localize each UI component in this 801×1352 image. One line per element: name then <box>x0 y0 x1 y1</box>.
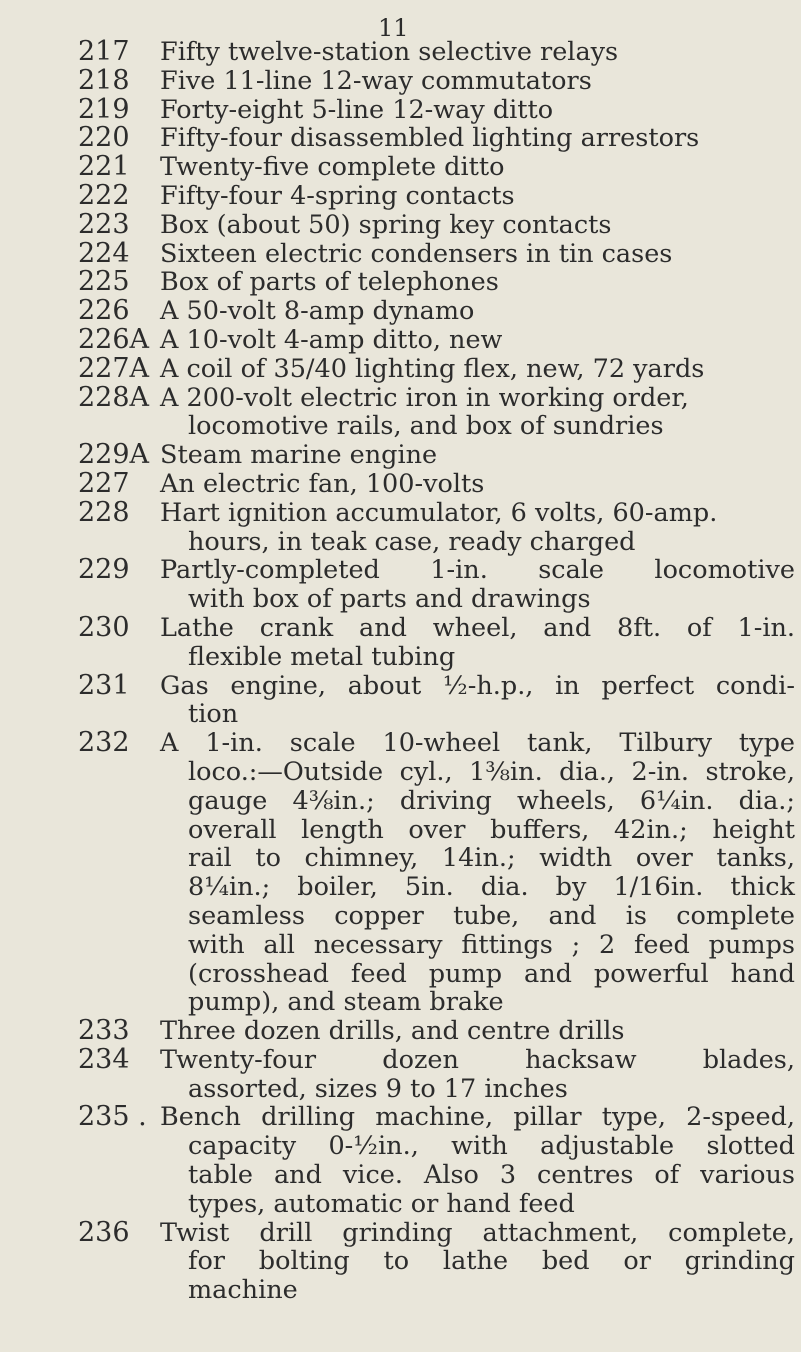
lot-description-line: Box of parts of telephones <box>160 267 499 298</box>
lot-description <box>160 67 801 96</box>
lot-description <box>160 153 801 182</box>
lot-description-line: Gas engine, about ½-h.p., in perfect condi- <box>160 670 795 701</box>
lot-item <box>0 268 801 297</box>
lot-number: 223 <box>78 208 130 240</box>
lot-description-line: Partly-completed 1-in. scale locomotive <box>160 555 795 586</box>
lot-item <box>0 381 801 442</box>
lot-description <box>160 441 801 470</box>
lot-description <box>160 384 801 442</box>
lot-item <box>0 556 801 614</box>
lot-number: 234 <box>78 1043 130 1075</box>
lot-description <box>160 268 801 297</box>
lot-description-line: with box of parts and drawings <box>188 584 591 615</box>
lot-description-line: Box (about 50) spring key contacts <box>160 209 612 240</box>
lot-description <box>160 211 801 240</box>
lot-number: 227A <box>78 352 150 384</box>
lot-description <box>160 614 801 672</box>
lot-description <box>160 1103 801 1218</box>
lot-description-line: A 1-in. scale 10-wheel tank, Tilbury type <box>160 728 795 759</box>
lot-item <box>0 1043 801 1104</box>
lot-description <box>160 124 801 153</box>
lot-number: 235 . <box>78 1101 147 1133</box>
lot-item <box>0 93 801 125</box>
lot-description-line: seamless copper tube, and is complete <box>188 900 795 931</box>
lot-number: 227 <box>78 467 130 499</box>
lot-description-line: A 200-volt electric iron in working order, <box>160 382 689 413</box>
lot-description-line: Fifty-four disassembled lighting arrestors <box>160 123 700 154</box>
lot-description-line: machine <box>188 1275 298 1306</box>
lot-description-line: Fifty-four 4-spring contacts <box>160 180 515 211</box>
lot-description <box>160 182 801 211</box>
lot-description <box>160 297 801 326</box>
lot-description-line: tion <box>188 699 239 730</box>
lot-list <box>0 38 801 1305</box>
lot-description-line: Sixteen electric condensers in tin cases <box>160 238 673 269</box>
lot-description-line: assorted, sizes 9 to 17 inches <box>188 1073 568 1104</box>
lot-description-line: Bench drilling machine, pillar type, 2-speed, <box>160 1102 795 1133</box>
lot-number: 222 <box>78 179 130 211</box>
lot-description-line: (crosshead feed pump and powerful hand <box>188 958 795 989</box>
lot-description-line: Fifty twelve-station selective relays <box>160 37 619 67</box>
lot-number: 221 <box>78 151 130 183</box>
lot-item <box>0 38 801 67</box>
lot-number: 224 <box>78 237 130 269</box>
lot-description-line: capacity 0-½in., with adjustable slotted <box>188 1131 795 1162</box>
lot-description <box>160 1046 801 1104</box>
lot-number: 217 <box>78 36 130 67</box>
lot-item <box>0 611 801 672</box>
lot-item <box>0 441 801 470</box>
lot-description <box>160 240 801 269</box>
lot-item <box>0 352 801 384</box>
lot-number: 226A <box>78 323 150 355</box>
lot-description-line: hours, in teak case, ready charged <box>188 526 636 557</box>
lot-description-line: Steam marine engine <box>160 440 438 471</box>
lot-description-line: Twenty-five complete ditto <box>160 152 505 183</box>
lot-description-line: gauge 4⅜in.; driving wheels, 6¼in. dia.; <box>188 785 795 816</box>
lot-description-line: An electric fan, 100-volts <box>160 468 485 499</box>
lot-description <box>160 1017 801 1046</box>
lot-description-line: pump), and steam brake <box>188 987 504 1018</box>
lot-description-line: flexible metal tubing <box>188 641 456 672</box>
lot-description <box>160 355 801 384</box>
lot-number: 232 <box>78 727 130 759</box>
lot-item <box>0 237 801 269</box>
lot-item <box>0 179 801 211</box>
lot-description-line: types, automatic or hand feed <box>188 1188 575 1219</box>
lot-description-line: Forty-eight 5-line 12-way ditto <box>160 94 554 125</box>
lot-item <box>0 496 801 557</box>
lot-description-line: Three dozen drills, and centre drills <box>160 1016 625 1047</box>
lot-description-line: overall length over buffers, 42in.; height <box>188 814 795 845</box>
lot-item <box>0 467 801 499</box>
lot-item <box>0 669 801 730</box>
lot-description-line: A 10-volt 4-amp ditto, new <box>160 324 503 355</box>
lot-description-line: Five 11-line 12-way commutators <box>160 65 592 96</box>
lot-number: 220 <box>78 122 130 154</box>
lot-description <box>160 672 801 730</box>
lot-description <box>160 470 801 499</box>
lot-number: 226 <box>78 295 130 327</box>
lot-item <box>0 124 801 153</box>
lot-description-line: loco.:—Outside cyl., 1⅜in. dia., 2-in. stroke, <box>188 756 795 787</box>
lot-item <box>0 64 801 96</box>
lot-item <box>0 1103 801 1218</box>
page-number: 11 <box>378 14 409 42</box>
lot-description-line: Twist drill grinding attachment, complete, <box>160 1217 795 1248</box>
lot-description-line: rail to chimney, 14in.; width over tanks, <box>188 843 795 874</box>
lot-item <box>0 297 801 326</box>
lot-description-line: with all necessary fittings ; 2 feed pumps <box>188 929 795 960</box>
lot-description-line: table and vice. Also 3 centres of various <box>188 1160 795 1191</box>
lot-description <box>160 499 801 557</box>
lot-description-line: Twenty-four dozen hacksaw blades, <box>160 1044 795 1075</box>
lot-description <box>160 96 801 125</box>
lot-description <box>160 556 801 614</box>
lot-item <box>0 153 801 182</box>
lot-number: 229 <box>78 554 130 586</box>
lot-description-line: Lathe crank and wheel, and 8ft. of 1-in. <box>160 612 795 643</box>
lot-number: 229A <box>78 439 150 471</box>
lot-description-line: A 50-volt 8-amp dynamo <box>160 296 475 327</box>
lot-item <box>0 729 801 1017</box>
lot-description <box>160 326 801 355</box>
lot-description <box>160 1219 801 1305</box>
lot-description <box>160 729 801 1017</box>
lot-item <box>0 1216 801 1306</box>
lot-description-line: Hart ignition accumulator, 6 volts, 60-amp. <box>160 497 718 528</box>
lot-number: 225 <box>78 266 130 298</box>
lot-number: 228A <box>78 381 150 413</box>
lot-item <box>0 208 801 240</box>
lot-number: 236 <box>78 1216 130 1248</box>
lot-description-line: 8¼in.; boiler, 5in. dia. by 1/16in. thick <box>188 872 795 903</box>
lot-item <box>0 1017 801 1046</box>
lot-number: 233 <box>78 1015 130 1047</box>
lot-number: 230 <box>78 611 130 643</box>
lot-number: 218 <box>78 64 130 96</box>
lot-item <box>0 323 801 355</box>
lot-description-line: A coil of 35/40 lighting flex, new, 72 yards <box>160 353 705 384</box>
lot-description <box>160 38 801 67</box>
lot-number: 231 <box>78 669 130 701</box>
lot-number: 228 <box>78 496 130 528</box>
lot-description-line: for bolting to lathe bed or grinding <box>188 1246 795 1277</box>
lot-description-line: locomotive rails, and box of sundries <box>188 411 664 442</box>
lot-number: 219 <box>78 93 130 125</box>
